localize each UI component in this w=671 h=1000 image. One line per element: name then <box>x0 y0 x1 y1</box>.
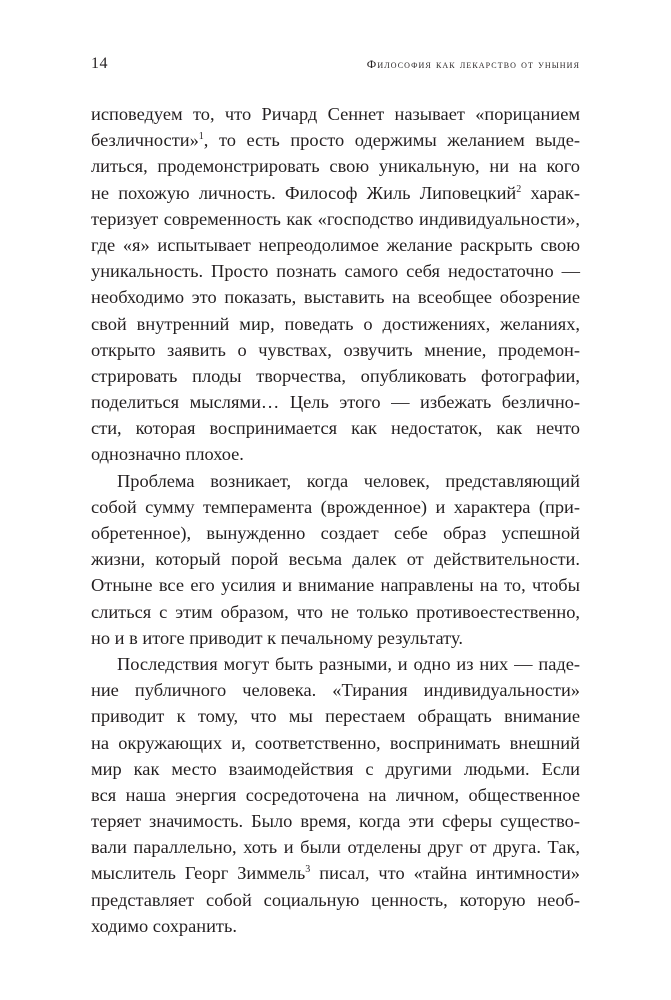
text-line: жизни, который порой весьма далек от действительности. <box>91 549 580 570</box>
text-line: ние публичного человека. «Тирания индивидуальности» <box>91 680 580 701</box>
text-line: представляет собой социальную ценность, которую необ- <box>91 889 580 910</box>
text-line: слиться с этим образом, что не только противоестественно, <box>91 601 580 622</box>
text-line: уникальность. Просто познать самого себя недостаточно — <box>91 261 580 282</box>
body-text <box>91 101 580 939</box>
paragraph <box>91 468 580 651</box>
text-line: мир как место взаимодействия с другими людьми. Если <box>91 758 580 779</box>
text-line: вся наша энергия сосредоточена на личном, общественное <box>91 784 580 805</box>
text-line: Отныне все его усилия и внимание направлены на то, чтобы <box>91 575 580 596</box>
text-line: Последствия могут быть разными, и одно из них — паде- <box>117 653 580 674</box>
text-line: исповедуем то, что Ричард Сеннет называет «порицанием <box>91 104 580 124</box>
text-line: где «я» испытывает непреодолимое желание раскрыть свою <box>91 234 580 255</box>
page-number: 14 <box>91 55 108 72</box>
text-line: приводит к тому, что мы перестаем обращать внимание <box>91 706 580 727</box>
text-line: вали параллельно, хоть и были отделены друг от друга. Так, <box>91 837 580 858</box>
text-line: но и в итоге приводит к печальному результату. <box>91 627 463 648</box>
text-line: свой внутренний мир, поведать о достижениях, желаниях, <box>91 313 580 334</box>
text-line: однозначно плохое. <box>91 444 244 465</box>
text-line: литься, продемонстрировать свою уникальную, ни на кого <box>91 156 580 177</box>
running-title: Философия как лекарство от уныния <box>366 57 580 71</box>
text-line: ходимо сохранить. <box>91 915 237 936</box>
text-line: теряет значимость. Было время, когда эти сферы существо- <box>91 811 580 832</box>
text-line: теризует современность как «господство индивидуальности», <box>91 208 580 229</box>
footnote-marker[interactable]: 2 <box>516 183 522 195</box>
paragraph <box>91 101 580 468</box>
paragraph <box>91 651 580 939</box>
text-line: необходимо это показать, выставить на всеобщее обозрение <box>91 287 580 308</box>
text-line: сти, которая воспринимается как недостаток, как нечто <box>91 418 580 439</box>
page-header <box>91 55 580 77</box>
text-line: собой сумму темперамента (врожденное) и характера (при- <box>91 496 580 517</box>
footnote-marker[interactable]: 3 <box>305 864 311 876</box>
text-line: открыто заявить о чувствах, озвучить мнение, продемон- <box>91 339 580 360</box>
text-line: не похожую личность. Философ Жиль Липовецкий$^2$ харак- <box>91 182 580 203</box>
text-line: Проблема возникает, когда человек, представляющий <box>117 470 580 491</box>
footnote-marker[interactable]: 1 <box>198 131 204 143</box>
text-line: безличности»$^1$, то есть просто одержимы желанием выде- <box>91 130 580 151</box>
text-line: поделиться мыслями… Цель этого — избежать безлично- <box>91 392 580 413</box>
text-line: стрировать плоды творчества, опубликовать фотографии, <box>91 365 580 386</box>
text-line: мыслитель Георг Зиммель$^3$ писал, что «тайна интимности» <box>91 863 580 884</box>
text-line: обретенное), вынужденно создает себе образ успешной <box>91 523 580 543</box>
text-line: на окружающих и, соответственно, воспринимать внешний <box>91 732 580 753</box>
